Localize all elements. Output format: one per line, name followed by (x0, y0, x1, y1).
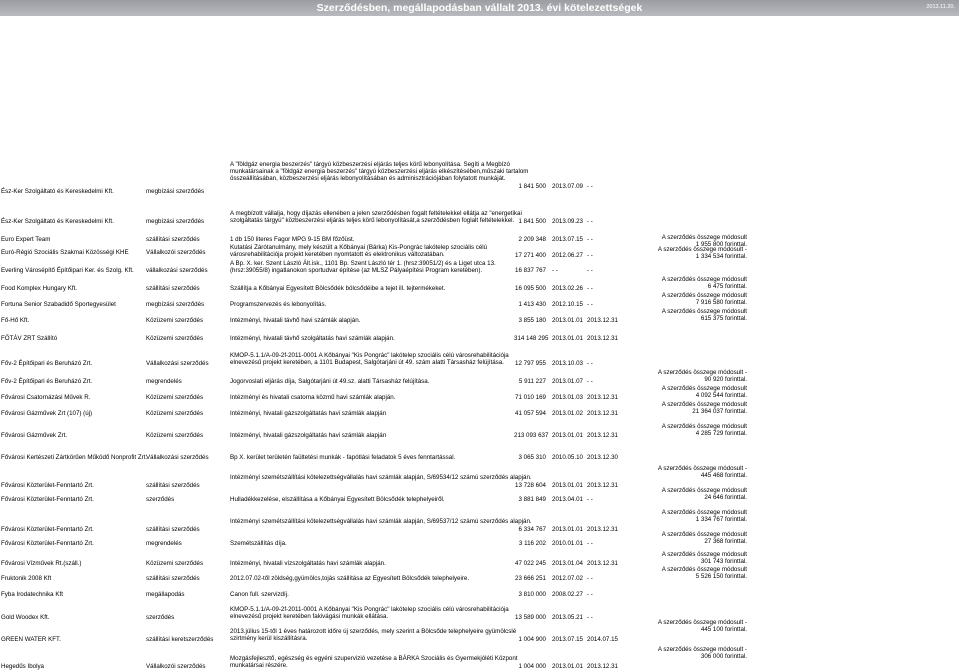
end-date: 2013.12.31 (587, 560, 618, 567)
contract-type: megrendelés (146, 378, 182, 385)
contract-subject: Mozgásfejlesztő, egészség és egyéni szupervizió vezetése a BÁRKA Szociális és Gyermekjóléti Központ munkatársai részére. (230, 655, 518, 669)
contractor-name: Fővárosi Közterület-Fenntartó Zrt. (1, 482, 94, 489)
contractor-name: Ész-Ker Szolgáltató és Kereskedelmi Kft. (1, 188, 114, 195)
contractor-name: Fortuna Senior Szabadidő Sportegyesület (1, 301, 116, 308)
contract-type: Közüzemi szerződés (146, 394, 204, 401)
contract-amount: 3 116 202 (518, 540, 546, 547)
contractor-name: Főv-2 Építőipari és Beruházó Zrt. (1, 378, 93, 385)
contract-type: Vállalkozói szerződés (146, 249, 206, 256)
contract-type: megbízási szerződés (146, 218, 205, 225)
end-date: 2013.12.31 (587, 482, 618, 489)
contract-subject: Intézményi, hivatali távhő szolgáltatás havi számlák alapján. (230, 335, 395, 342)
contract-type: szerződés (146, 496, 175, 503)
end-date: 2013.12.30 (587, 454, 618, 461)
contract-type: szállítási szerződés (146, 482, 200, 489)
modification-note: A szerződés összege módosult 301 743 forinttal. (661, 551, 747, 565)
contract-type: Vállalkozói szerződés (146, 663, 206, 670)
end-date: 2013.12.31 (587, 432, 618, 439)
contract-amount: 6 334 767 (518, 526, 546, 533)
end-date: 2013.12.31 (587, 394, 618, 401)
contractor-name: Fővárosi Csatornázási Művek R. (1, 394, 91, 401)
contract-type: szállítási szerződés (146, 575, 200, 582)
modification-note: A szerződés összege módosult 615 375 forinttal. (661, 308, 747, 322)
contractor-name: Euró-Régió Szociális Szakmai Közösségi KHE (1, 249, 129, 256)
start-date: 2013.01.01 (552, 482, 583, 489)
contract-amount: 13 589 000 (515, 614, 546, 621)
contract-subject: Jogorvoslati eljárás díja, Salgótarjáni út 49.sz. alatti Társasház felújítása. (230, 378, 430, 385)
start-date: - - (552, 267, 558, 274)
contractor-name: Food Komplex Hungary Kft. (1, 285, 78, 292)
start-date: 2013.01.03 (552, 394, 583, 401)
contract-type: megbízási szerződés (146, 301, 205, 308)
contract-subject: Bp X. kerület területén faültetési munkák - fapótlási feladatok 5 éves fenntartással. (230, 454, 456, 461)
contractor-name: Everling Városépítő Építőipari Ker. és Szolg. Kft. (1, 267, 134, 274)
contractor-name: Hegedűs Ibolya (1, 663, 44, 670)
modification-note: A szerződés összege módosult 5 526 150 forinttal. (661, 566, 747, 580)
contract-type: Közüzemi szerződés (146, 560, 204, 567)
contractor-name: Fyba Irodatechnika Kft (1, 591, 63, 598)
end-date: 2013.12.31 (587, 317, 618, 324)
contract-amount: 71 010 169 (515, 394, 546, 401)
contract-subject: Szállítja a Kőbányai Egyesített Bölcsődék bölcsődéibe a tejet ill. tejtermékeket. (230, 285, 446, 292)
modification-note: A szerződés összege módosult 1 955 800 forinttal. (661, 234, 747, 248)
contractor-name: Fruktonik 2008 Kft (1, 575, 52, 582)
contract-subject: Intézményi, hivatali gázszolgáltatás havi számlák alapján (230, 410, 387, 417)
contract-subject: Intézményi szemétszállítási kötelezettségvállalás havi számlák alapján, S/69534/12 számú szerződés alapján. (230, 474, 532, 481)
contract-type: szállítási szerződés (146, 526, 200, 533)
modification-note: A szerződés összege módosult 6 475 forinttal. (661, 276, 747, 290)
end-date: - - (587, 496, 593, 503)
contract-type: szállítási szerződés (146, 285, 200, 292)
contractor-name: Ész-Ker Szolgáltató és Kereskedelmi Kft. (1, 218, 114, 225)
start-date: 2013.04.01 (552, 496, 583, 503)
contractor-name: Euro Expert Team (1, 236, 51, 243)
contract-subject: 2012.07.02-től zöldség,gyümölcs,tojás szállítása az Egyesített Bölcsődék telephelyeire. (230, 575, 470, 582)
contract-amount: 47 022 245 (515, 560, 546, 567)
contract-subject: KMOP-5.1.1/A-09-2f-2011-0001 A Kőbányai "Kis Pongrác" lakótelep szociális célú városrehabilitációja elnevezésű projekt keretében fakivágási munkák ellátása. (230, 606, 509, 620)
end-date: - - (587, 360, 593, 367)
start-date: 2013.01.01 (552, 663, 583, 670)
contract-type: Közüzemi szerződés (146, 410, 204, 417)
start-date: 2013.01.01 (552, 317, 583, 324)
contractor-name: Fővárosi Közterület-Fenntartó Zrt. (1, 540, 94, 547)
contract-type: szállítási keretszerződés (146, 636, 214, 643)
contract-type: szállítási szerződés (146, 236, 200, 243)
contract-subject: Intézményi, hivatali távhő havi számlák alapján. (230, 317, 361, 324)
page-title: Szerződésben, megállapodásban vállalt 2013. évi kötelezettségek (316, 2, 643, 14)
end-date: - - (587, 285, 593, 292)
page-header-banner (0, 0, 959, 16)
start-date: 2013.09.23 (552, 218, 583, 225)
contract-amount: 1 841 500 (518, 183, 546, 190)
contract-amount: 41 057 594 (515, 410, 546, 417)
contract-subject: A megbízott vállalja, hogy díjazás ellenében a jelen szerződésben fogalt feltételekkel ellátja az "energetikai szolgáltatás tárgyú" közbeszerzési eljárás teljes körű lebonyolítását,a szerződésben foglalt feltételekkel. (230, 210, 522, 224)
contract-amount: 3 810 000 (518, 591, 546, 598)
contract-type: Vállalkozási szerződés (146, 454, 209, 461)
contract-amount: 12 797 955 (515, 360, 546, 367)
start-date: 2013.10.03 (552, 360, 583, 367)
start-date: 2010.01.01 (552, 540, 583, 547)
contract-subject: Kutatási Zárótanulmány, mely készült a Kőbányai (Bárka) Kis-Pongrác lakótelep szociális célú városrehabilitációja projekt keretében nyomtatott és elektronikus változatában. (230, 244, 488, 258)
modification-note: A szerződés összege módosult 1 334 767 forinttal. (661, 509, 747, 523)
contract-amount: 16 837 767 (515, 267, 546, 274)
start-date: 2012.06.27 (552, 252, 583, 259)
modification-note: A szerződés összege módosult 7 916 580 forinttal. (661, 292, 747, 306)
contract-type: Közüzemi szerződés (146, 317, 204, 324)
contract-amount: 23 666 251 (515, 575, 546, 582)
end-date: 2013.12.31 (587, 526, 618, 533)
end-date: - - (587, 540, 593, 547)
end-date: - - (587, 614, 593, 621)
contractor-name: Fő-Hő Kft. (1, 317, 30, 324)
contract-amount: 16 095 500 (515, 285, 546, 292)
end-date: - - (587, 301, 593, 308)
contract-subject: Szemétszállítás díja. (230, 540, 287, 547)
start-date: 2013.02.26 (552, 285, 583, 292)
modification-note: A szerződés összege módosult - 445 468 forinttal. (657, 465, 747, 479)
start-date: 2013.01.04 (552, 560, 583, 567)
contractor-name: GREEN WATER KFT. (1, 636, 61, 643)
contractor-name: Fővárosi Gázművek Zrt (107) (új) (1, 410, 93, 417)
contract-type: megállapodás (146, 591, 185, 598)
start-date: 2010.05.10 (552, 454, 583, 461)
contract-amount: 1 413 430 (518, 301, 546, 308)
end-date: - - (587, 218, 593, 225)
print-date: 2013.11.20. (926, 4, 955, 10)
contractor-name: FŐTÁV ZRT Szállító (1, 335, 58, 342)
contract-type: Vállalkozási szerződés (146, 360, 209, 367)
contract-subject: Intézményi, hivatali gázszolgáltatás havi számlák alapján (230, 432, 387, 439)
modification-note: A szerződés összege módosult - 306 000 forinttal. (657, 646, 747, 660)
start-date: 2013.07.09 (552, 183, 583, 190)
contractor-name: Gold Woodex Kft. (1, 614, 50, 621)
contractor-name: Főv-2 Építőipari és Beruházó Zrt. (1, 360, 93, 367)
end-date: - - (587, 267, 593, 274)
start-date: 2008.02.27 (552, 591, 583, 598)
modification-note: A szerződés összege módosult - 90 920 forinttal. (657, 369, 747, 383)
start-date: 2013.01.07 (552, 378, 583, 385)
contract-amount: 1 004 000 (518, 663, 546, 670)
contract-subject: 1 db 150 literes Fagor MPG 9-15 BM főzőüst. (230, 236, 355, 243)
end-date: - - (587, 236, 593, 243)
contract-subject: Intézményi szemétszállítási kötelezettségvállalás havi számlák alapján, S/69537/12 számú szerződés alapján. (230, 518, 532, 525)
contract-amount: 213 093 637 (514, 432, 549, 439)
start-date: 2013.01.01 (552, 432, 583, 439)
modification-note: A szerződés összege módosult - 1 334 534 forinttal. (657, 246, 747, 260)
contract-subject: A Bp. X. ker. Szent László Ált.isk., 1101 Bp. Szent László tér 1. (hrsz:39051/2) és a Liget utca 13. (hrsz:39055/8) ingatlanokon sportudvar építése (az MLSZ Pályaépítési Program keretében). (230, 260, 496, 274)
contractor-name: Fővárosi Kertészeti Zártkörűen Működő Nonprofit Zrt. (1, 454, 148, 461)
contract-type: szerződés (146, 614, 175, 621)
end-date: - - (587, 591, 593, 598)
start-date: 2012.07.02 (552, 575, 583, 582)
start-date: 2013.07.15 (552, 236, 583, 243)
contract-amount: 1 004 900 (518, 636, 546, 643)
contract-subject: KMOP-5.1.1/A-09-2f-2011-0001 A Kőbányai "Kis Pongrác" lakótelep szociális célú városrehabilitációja elnevezésű projekt keretében, a 1101 Budapest, Salgótarjáni út 49. szám alatti Társasház felújítása. (230, 352, 509, 366)
end-date: - - (587, 252, 593, 259)
contract-subject: Canon full. szervizdíj. (230, 591, 289, 598)
start-date: 2013.01.01 (552, 335, 583, 342)
end-date: 2014.07.15 (587, 636, 618, 643)
modification-note: A szerződés összege módosult - 445 100 forinttal. (657, 619, 747, 633)
contract-type: megbízási szerződés (146, 188, 205, 195)
modification-note: A szerződés összege módosult 21 364 037 forinttal. (661, 401, 747, 415)
contractor-name: Fővárosi Vízművek Rt.(száll.) (1, 560, 82, 567)
contract-amount: 314 148 295 (514, 335, 549, 342)
contract-amount: 3 881 849 (518, 496, 546, 503)
contract-subject: A "földgáz energia beszerzés" tárgyú közbeszerzési eljárás teljes körű lebonyolítása. Segíti a Megbízó munkatársainak a "földgáz energia beszerzés" tárgyú közbeszerzési eljárás elkészítésében,műszaki tartalom összeállításában, közbeszerzési eljárás lebonyolításában és adminisztrációjában folytatott munkáját. (230, 161, 529, 182)
contract-amount: 3 065 310 (518, 454, 546, 461)
contract-amount: 3 855 180 (518, 317, 546, 324)
end-date: - - (587, 378, 593, 385)
modification-note: A szerződés összege módosult 27 368 forinttal. (661, 531, 747, 545)
end-date: 2013.12.31 (587, 663, 618, 670)
contractor-name: Fővárosi Közterület-Fenntartó Zrt. (1, 526, 94, 533)
contract-subject: Intézményi és hivatali csatorna közmű havi számlák alapján. (230, 394, 396, 401)
modification-note: A szerződés összege módosult 4 092 544 forinttal. (661, 385, 747, 399)
contract-type: Közüzemi szerződés (146, 335, 204, 342)
contractor-name: Fővárosi Gázművek Zrt. (1, 432, 68, 439)
contract-type: Közüzemi szerződés (146, 432, 204, 439)
modification-note: A szerződés összege módosult 4 285 729 forinttal. (661, 423, 747, 437)
start-date: 2012.10.15 (552, 301, 583, 308)
start-date: 2013.01.02 (552, 410, 583, 417)
contract-subject: Intézményi, hivatali vízszolgáltatás havi számlák alapján. (230, 560, 386, 567)
end-date: - - (587, 575, 593, 582)
start-date: 2013.07.15 (552, 636, 583, 643)
start-date: 2013.01.01 (552, 526, 583, 533)
contract-amount: 17 271 400 (515, 252, 546, 259)
contract-subject: 2013.július 15-től 1 éves határozott időre új szerződés, mely szerint a Bölcsőde telephelyeire gyümölcslé szirtmény kerül kiszállításra. (230, 628, 517, 642)
contract-amount: 5 911 227 (518, 378, 546, 385)
contract-subject: Hulladékkezelése, elszállítása a Kőbányai Egyesített Bölcsődék telephelyeiről. (230, 496, 445, 503)
end-date: 2013.12.31 (587, 410, 618, 417)
contract-amount: 2 209 348 (518, 236, 546, 243)
start-date: 2013.05.21 (552, 614, 583, 621)
contract-type: megrendelés (146, 540, 182, 547)
contract-subject: Programszervezés és lebonyolítás. (230, 301, 327, 308)
contract-type: vállalkozási szerződés (146, 267, 208, 274)
contractor-name: Fővárosi Közterület-Fenntartó Zrt. (1, 496, 94, 503)
contract-amount: 1 841 500 (518, 218, 546, 225)
end-date: - - (587, 183, 593, 190)
contract-amount: 13 728 604 (515, 482, 546, 489)
end-date: 2013.12.31 (587, 335, 618, 342)
modification-note: A szerződés összege módosult 24 646 forinttal. (661, 487, 747, 501)
